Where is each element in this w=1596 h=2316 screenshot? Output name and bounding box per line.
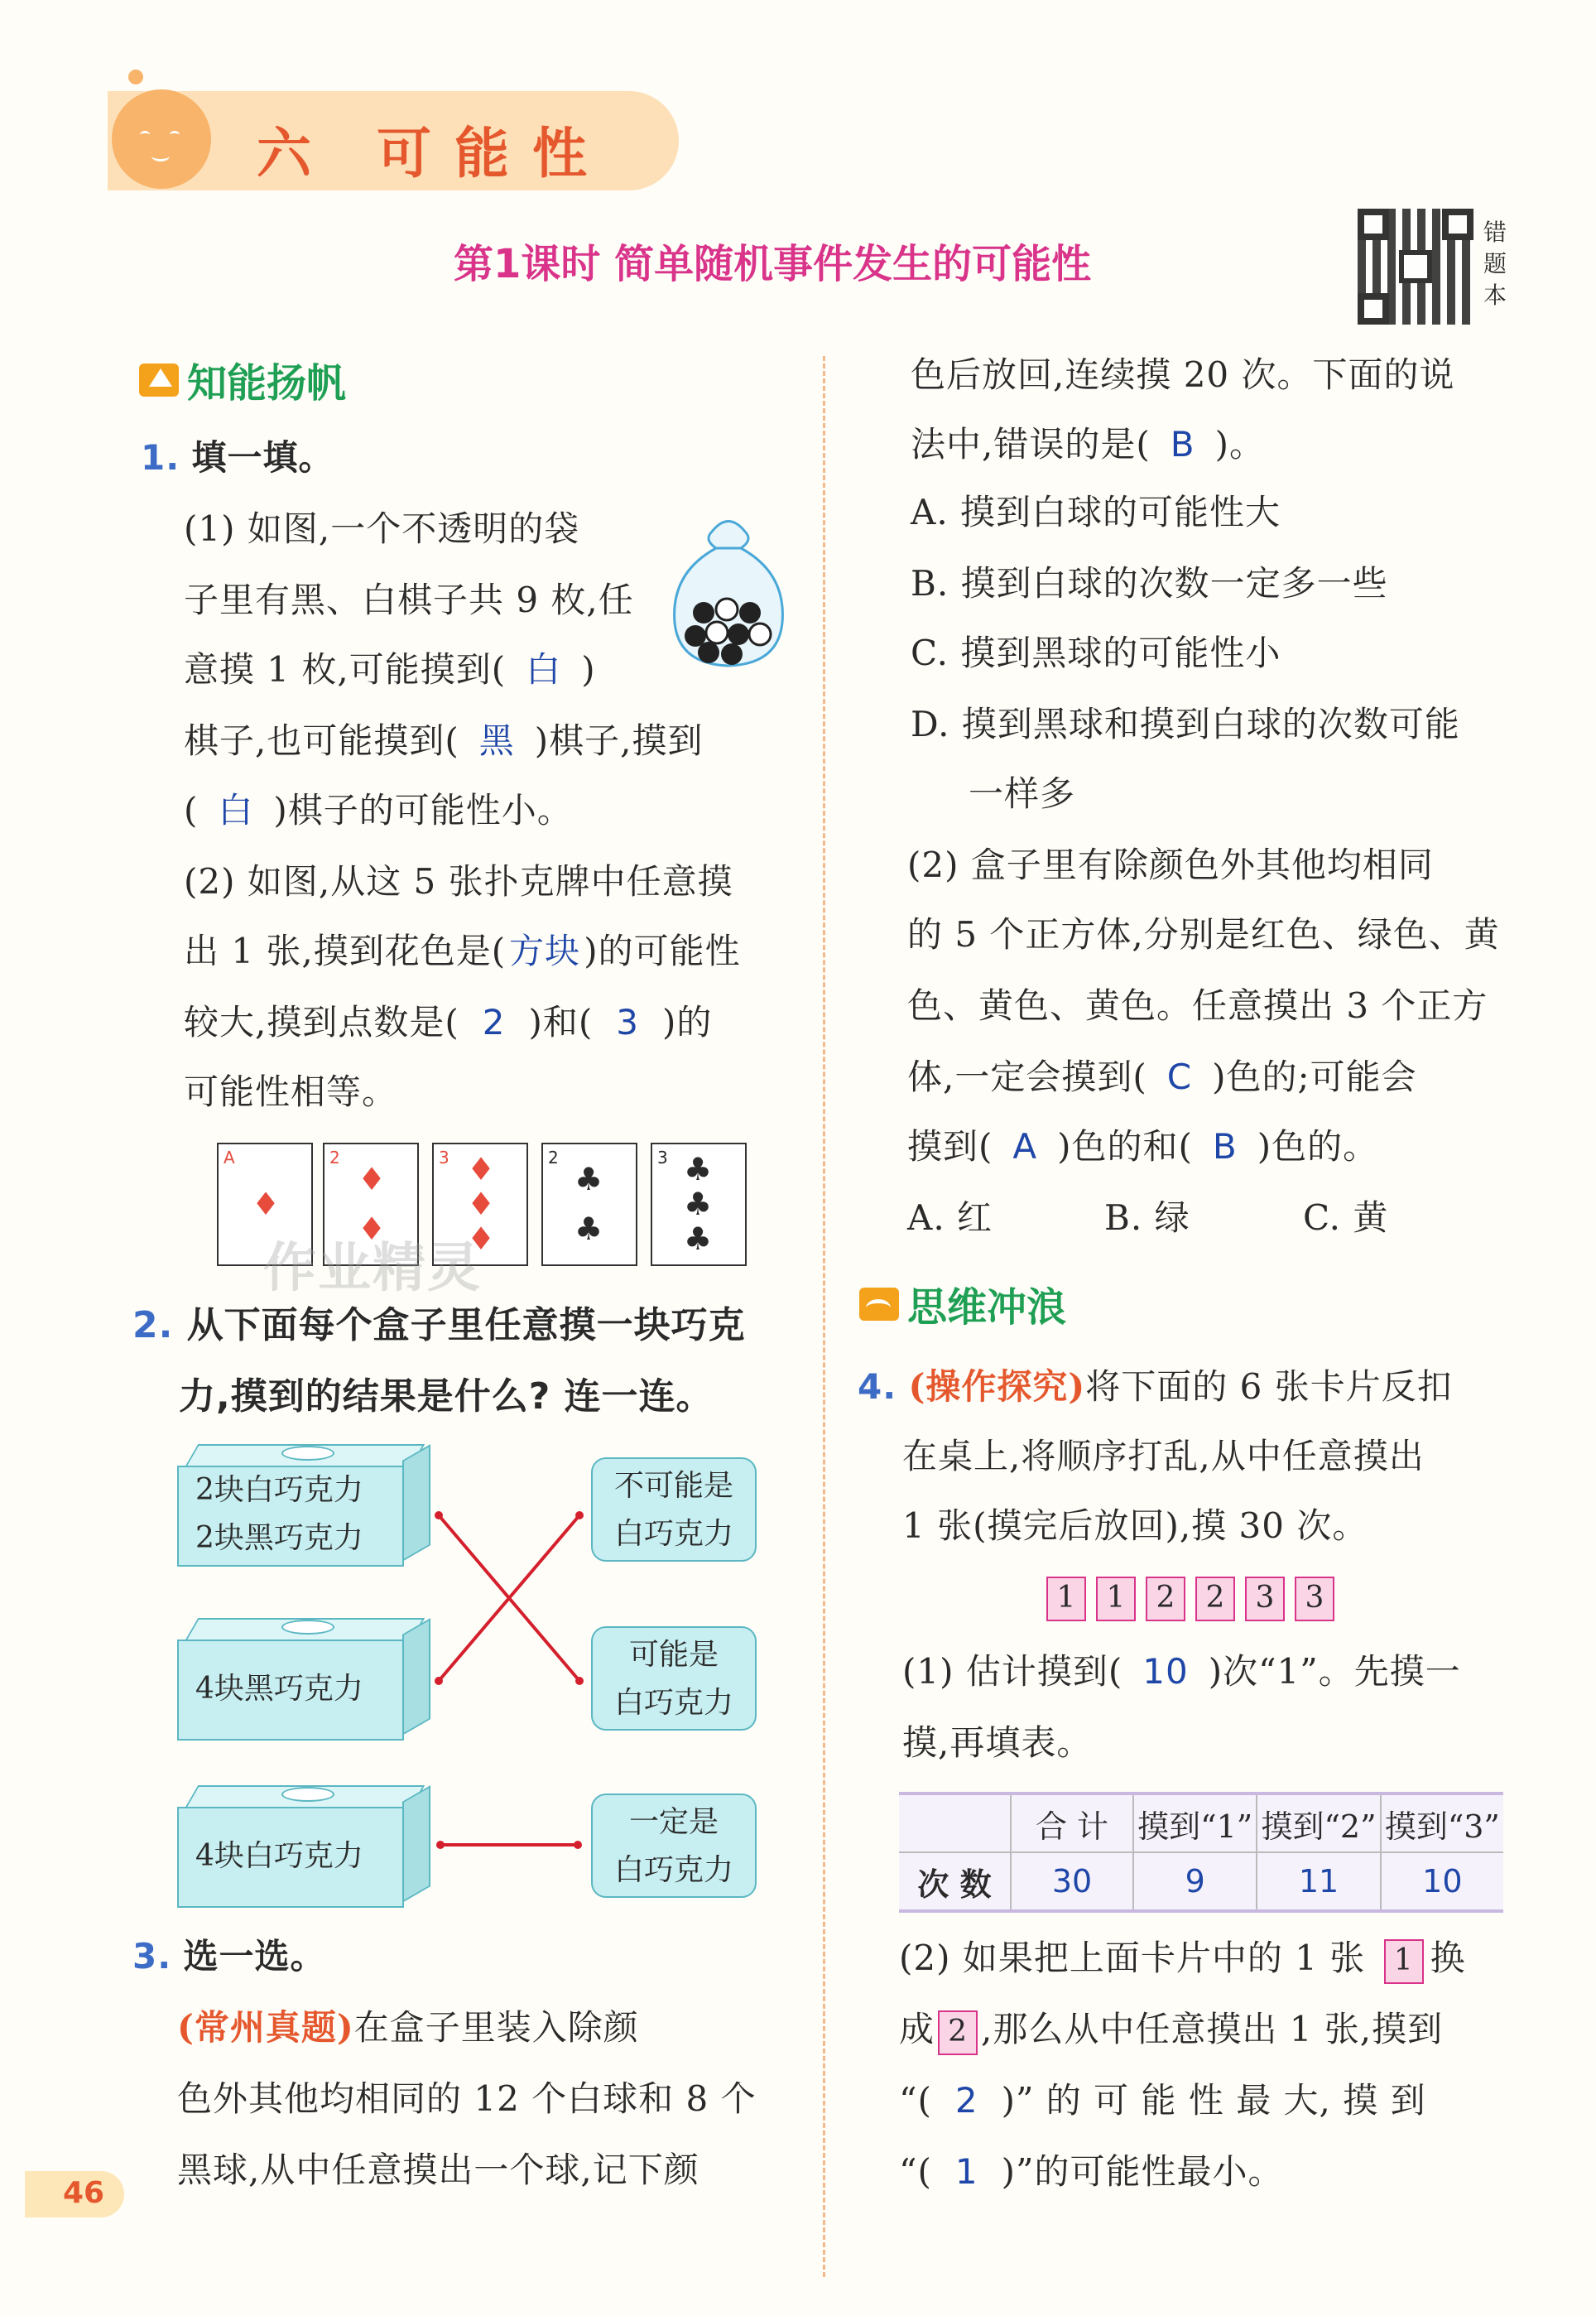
number-card: 1	[1096, 1577, 1136, 1621]
q2-number: 2.	[132, 1304, 174, 1346]
diamond-icon: ♦	[467, 1186, 496, 1222]
q4-p2-line4: “( 1 )”的可能性最小。	[899, 2151, 1284, 2192]
number-card: 1	[1046, 1577, 1086, 1621]
q1-p2-line3: 较大,摸到点数是( 2 )和( 3 )的	[184, 1002, 713, 1042]
color-choice-a: A. 红	[907, 1197, 993, 1238]
q4-line1: 4. (操作探究)将下面的 6 张卡片反扣	[858, 1366, 1453, 1407]
diamond-icon: ♦	[252, 1186, 281, 1222]
answer-two: 2	[482, 1002, 506, 1042]
q4-p2-line1: (2) 如果把上面卡片中的 1 张 1 换	[899, 1934, 1466, 1984]
q3-option-d: D. 摸到黑球和摸到白球的次数可能	[911, 704, 1460, 744]
club-icon: ♣	[684, 1186, 713, 1222]
mascot-antenna-icon	[128, 70, 143, 84]
q1-p2-line1: (2) 如图,从这 5 张扑克牌中任意摸	[184, 861, 733, 902]
page-number: 46	[63, 2176, 105, 2210]
q4-p1-line1: (1) 估计摸到( 10 )次“1”。先摸一	[902, 1651, 1461, 1692]
number-card: 2	[1146, 1577, 1185, 1621]
color-choice-b: B. 绿	[1104, 1197, 1190, 1238]
box-side	[402, 1785, 430, 1903]
chess-bag-illustration	[662, 507, 795, 672]
diamond-icon: ♦	[467, 1221, 496, 1257]
qr-code-icon[interactable]	[1358, 209, 1473, 325]
q3-p1-line1: (常州真题)在盒子里装入除颜	[177, 2007, 639, 2048]
unit-title: 六 可能性	[257, 122, 610, 185]
q4-number: 4.	[858, 1366, 897, 1407]
qr-label: 错题本	[1483, 219, 1507, 309]
answer-white-2: 白	[218, 790, 254, 831]
answer-three: 3	[616, 1002, 639, 1042]
q4-p2-line3: “( 2 )” 的 可 能 性 最 大, 摸 到	[899, 2080, 1426, 2121]
q3-p2-line3: 色、黄色、黄色。任意摸出 3 个正方	[907, 985, 1488, 1026]
number-cards	[1046, 1577, 1344, 1621]
playing-card: 3 ♣ ♣ ♣	[651, 1143, 747, 1266]
wave-icon	[859, 1288, 899, 1321]
club-icon: ♣	[684, 1221, 713, 1257]
q4-line3: 1 张(摸完后放回),摸 30 次。	[902, 1505, 1368, 1546]
table-cell: 10	[1381, 1852, 1503, 1909]
number-card: 1	[1384, 1939, 1424, 1984]
q1-p2-line4: 可能性相等。	[184, 1071, 398, 1112]
number-card: 2	[1195, 1577, 1235, 1621]
box-hole-icon	[281, 1787, 334, 1802]
q3-p2-line2: 的 5 个正方体,分别是红色、绿色、黄	[907, 914, 1500, 955]
diamond-icon: ♦	[358, 1161, 387, 1197]
playing-card: A ♦	[217, 1143, 313, 1266]
answer-black: 黑	[478, 720, 515, 761]
connection-lines	[430, 1490, 596, 1871]
q1-p2-line2: 出 1 张,摸到花色是(方块)的可能性	[184, 931, 741, 971]
q3-p1-line3: 黑球,从中任意摸出一个球,记下颜	[177, 2150, 699, 2190]
number-card: 2	[938, 2010, 978, 2055]
q4-p2-line2: 成 2 ,那么从中任意摸出 1 张,摸到	[899, 2005, 1443, 2055]
result-bubble[interactable]: 不可能是 白巧克力	[591, 1457, 757, 1562]
number-card: 3	[1295, 1577, 1334, 1621]
diamond-icon: ♦	[467, 1151, 496, 1187]
playing-card: 2 ♦ ♦	[323, 1143, 419, 1266]
q1-p1-line2: 子里有黑、白棋子共 9 枚,任	[184, 580, 634, 620]
club-icon: ♣	[684, 1151, 713, 1187]
lesson-title: 第1课时 简单随机事件发生的可能性	[454, 241, 1092, 287]
diamond-icon: ♦	[358, 1211, 387, 1247]
table-cell: 9	[1133, 1852, 1257, 1909]
q1-p1-line5: ( 白 )棋子的可能性小。	[184, 790, 573, 831]
q4-line2: 在桌上,将顺序打乱,从中任意摸出	[902, 1436, 1425, 1476]
answer-q3-2: C	[1166, 1057, 1193, 1097]
q3-cont-line2: 法中,错误的是( B )。	[911, 424, 1265, 465]
section-heading-zhineng: 知能扬帆	[139, 351, 346, 408]
chocolate-box[interactable]: 2块白巧克力 2块黑巧克力	[177, 1466, 404, 1567]
box-side	[402, 1444, 430, 1562]
q3-option-b: B. 摸到白球的次数一定多一些	[911, 563, 1388, 604]
playing-card: 2 ♣ ♣	[541, 1143, 637, 1266]
q1-heading: 1. 填一填。	[141, 437, 334, 478]
table-row: 次 数 30 9 11 10	[899, 1852, 1503, 1909]
answer-least-likely: 1	[954, 2151, 978, 2192]
answer-estimate: 10	[1142, 1651, 1189, 1692]
q1-number: 1.	[141, 437, 180, 478]
q3-p1-line2: 色外其他均相同的 12 个白球和 8 个	[177, 2078, 757, 2119]
table-cell: 30	[1011, 1852, 1133, 1909]
sail-icon	[139, 364, 179, 397]
answer-q3-4: B	[1212, 1126, 1238, 1167]
box-side	[402, 1618, 430, 1736]
q1-p1-line3: 意摸 1 枚,可能摸到( 白 )	[184, 649, 596, 690]
color-choice-c: C. 黄	[1303, 1197, 1389, 1238]
answer-diamond: 方块	[509, 931, 581, 971]
sun-mascot-icon	[112, 89, 211, 189]
q3-option-a: A. 摸到白球的可能性大	[911, 492, 1281, 532]
q2-line2: 力,摸到的结果是什么? 连一连。	[179, 1375, 714, 1418]
box-hole-icon	[281, 1446, 334, 1461]
result-table	[899, 1792, 1503, 1913]
q3-number: 3.	[132, 1936, 172, 1977]
q4-tag: (操作探究)	[908, 1366, 1086, 1407]
q3-p2-line4: 体,一定会摸到( C )色的;可能会	[907, 1057, 1417, 1097]
q3-p2-line1: (2) 盒子里有除颜色外其他均相同	[907, 845, 1434, 885]
q1-p1-line1: (1) 如图,一个不透明的袋	[184, 508, 580, 549]
q3-source-tag: (常州真题)	[177, 2007, 354, 2048]
table-header-row: 合 计 摸到“1” 摸到“2” 摸到“3”	[899, 1795, 1503, 1852]
q4-p1-line2: 摸,再填表。	[902, 1722, 1093, 1763]
q3-cont-line1: 色后放回,连续摸 20 次。下面的说	[911, 354, 1455, 395]
q3-p2-line5: 摸到( A )色的和( B )色的。	[907, 1126, 1379, 1167]
club-icon: ♣	[574, 1161, 603, 1197]
q3-heading: 3. 选一选。	[132, 1936, 326, 1977]
playing-card: 3 ♦ ♦ ♦	[432, 1143, 528, 1266]
result-bubble[interactable]: 一定是 白巧克力	[591, 1794, 757, 1898]
chocolate-box[interactable]: 4块白巧克力	[177, 1807, 404, 1908]
watermark: 作业精灵	[263, 1238, 482, 1299]
q3-option-d-cont: 一样多	[969, 773, 1076, 814]
number-card: 3	[1245, 1577, 1285, 1621]
chocolate-box[interactable]: 4块黑巧克力	[177, 1639, 404, 1741]
q1-p1-line4: 棋子,也可能摸到( 黑 )棋子,摸到	[184, 720, 704, 761]
q3-option-c: C. 摸到黑球的可能性小	[911, 633, 1281, 673]
answer-most-likely: 2	[954, 2080, 978, 2121]
column-divider	[823, 356, 825, 2277]
q2-line1: 2. 从下面每个盒子里任意摸一块巧克	[132, 1304, 746, 1346]
answer-q3-3: A	[1012, 1126, 1038, 1167]
answer-q3-1: B	[1170, 424, 1195, 465]
result-bubble[interactable]: 可能是 白巧克力	[591, 1626, 757, 1731]
section-heading-siwei: 思维冲浪	[859, 1275, 1066, 1332]
club-icon: ♣	[574, 1211, 603, 1247]
answer-white-1: 白	[526, 649, 562, 690]
box-hole-icon	[281, 1620, 334, 1635]
table-cell: 11	[1257, 1852, 1380, 1909]
